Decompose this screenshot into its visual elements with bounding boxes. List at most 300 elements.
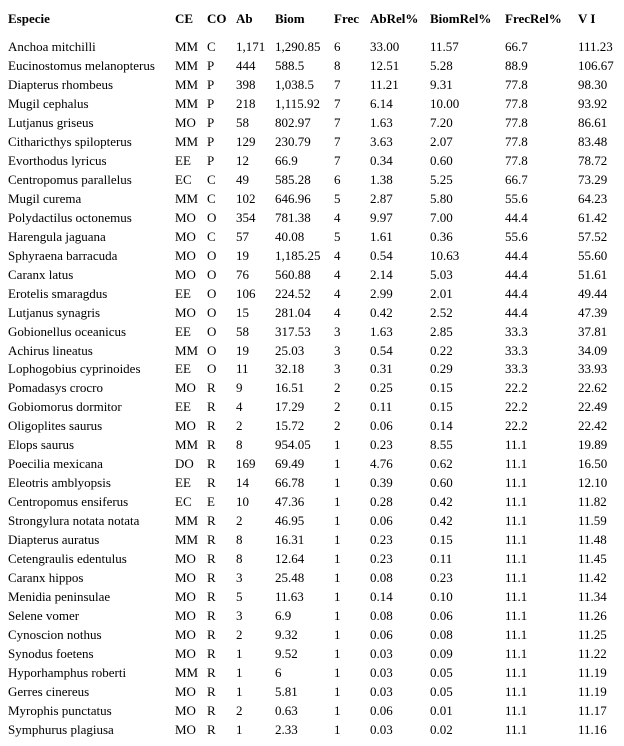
cell-abrel: 0.03 <box>370 721 393 737</box>
cell-frec: 1 <box>334 646 341 662</box>
cell-frec: 1 <box>334 456 341 472</box>
cell-ce: MO <box>175 702 196 718</box>
cell-co: R <box>207 702 216 718</box>
cell-abrel: 0.34 <box>370 152 393 168</box>
cell-co: O <box>207 342 217 358</box>
cell-frecrel: 66.7 <box>505 171 528 187</box>
cell-biomrel: 2.85 <box>430 323 453 339</box>
cell-frec: 7 <box>334 76 341 92</box>
cell-ce: EE <box>175 323 191 339</box>
cell-biom: 230.79 <box>275 133 311 149</box>
cell-especie: Evorthodus lyricus <box>8 152 107 168</box>
cell-frecrel: 22.2 <box>505 380 528 396</box>
cell-vi: 11.42 <box>578 570 607 586</box>
cell-biom: 15.72 <box>275 418 305 434</box>
cell-frec: 1 <box>334 437 341 453</box>
cell-biomrel: 0.11 <box>430 551 453 567</box>
cell-biom: 781.38 <box>275 209 311 225</box>
cell-ab: 49 <box>236 171 249 187</box>
cell-vi: 93.92 <box>578 95 608 111</box>
cell-ab: 444 <box>236 57 256 73</box>
cell-frecrel: 11.1 <box>505 646 528 662</box>
cell-biom: 17.29 <box>275 399 305 415</box>
cell-biom: 6 <box>275 665 282 680</box>
cell-frec: 1 <box>334 570 341 586</box>
cell-ce: MM <box>175 57 199 73</box>
cell-frec: 3 <box>334 342 341 358</box>
cell-ab: 76 <box>236 266 249 282</box>
cell-co: P <box>207 152 215 168</box>
table-row <box>0 530 624 549</box>
cell-ce: DO <box>175 456 194 472</box>
cell-ab: 9 <box>236 380 243 396</box>
cell-biom: 2.33 <box>275 721 298 737</box>
cell-abrel: 33.00 <box>370 39 400 54</box>
cell-biom: 9.52 <box>275 646 298 662</box>
cell-especie: Elops saurus <box>8 437 75 453</box>
cell-frecrel: 44.4 <box>505 247 528 263</box>
cell-ab: 5 <box>236 589 243 605</box>
cell-co: R <box>207 456 216 472</box>
cell-especie: Caranx latus <box>8 266 74 282</box>
cell-biomrel: 0.23 <box>430 570 453 586</box>
cell-especie: Strongylura notata notata <box>8 513 140 529</box>
cell-ab: 1 <box>236 665 243 680</box>
cell-ce: EC <box>175 494 192 510</box>
cell-biom: 585.28 <box>275 171 311 187</box>
cell-vi: 19.89 <box>578 437 608 453</box>
cell-abrel: 0.25 <box>370 380 393 396</box>
cell-ce: MO <box>175 551 196 567</box>
cell-vi: 33.93 <box>578 361 608 377</box>
cell-ce: MO <box>175 380 196 396</box>
cell-vi: 55.60 <box>578 247 608 263</box>
cell-co: R <box>207 551 216 567</box>
cell-frecrel: 11.1 <box>505 683 528 699</box>
cell-vi: 106.67 <box>578 57 614 73</box>
cell-especie: Synodus foetens <box>8 646 94 662</box>
cell-biomrel: 0.05 <box>430 683 453 699</box>
table-row <box>0 663 624 682</box>
cell-ce: MM <box>175 437 199 453</box>
cell-frecrel: 33.3 <box>505 323 528 339</box>
cell-co: P <box>207 133 215 149</box>
cell-frec: 1 <box>334 665 341 680</box>
cell-frec: 1 <box>334 608 341 624</box>
cell-co: C <box>207 228 216 244</box>
cell-vi: 22.62 <box>578 380 608 396</box>
cell-co: E <box>207 494 215 510</box>
cell-vi: 73.29 <box>578 171 608 187</box>
cell-frecrel: 11.1 <box>505 532 528 548</box>
cell-vi: 11.22 <box>578 646 607 662</box>
cell-vi: 22.49 <box>578 399 608 415</box>
cell-frec: 3 <box>334 323 341 339</box>
cell-vi: 51.61 <box>578 266 608 282</box>
cell-especie: Menidia peninsulae <box>8 589 111 605</box>
cell-ab: 3 <box>236 608 243 624</box>
cell-biom: 16.51 <box>275 380 305 396</box>
cell-abrel: 11.21 <box>370 76 399 92</box>
cell-especie: Polydactilus octonemus <box>8 209 132 225</box>
cell-vi: 11.19 <box>578 665 607 680</box>
cell-abrel: 0.31 <box>370 361 393 377</box>
cell-abrel: 0.23 <box>370 437 393 453</box>
cell-biomrel: 0.06 <box>430 608 453 624</box>
cell-frec: 1 <box>334 627 341 643</box>
cell-co: R <box>207 627 216 643</box>
cell-biom: 25.48 <box>275 570 305 586</box>
cell-especie: Eleotris amblyopsis <box>8 475 111 491</box>
cell-frecrel: 11.1 <box>505 570 528 586</box>
cell-frecrel: 11.1 <box>505 494 528 510</box>
cell-abrel: 0.14 <box>370 589 393 605</box>
cell-frecrel: 22.2 <box>505 399 528 415</box>
cell-biom: 954.05 <box>275 437 311 453</box>
cell-frecrel: 55.6 <box>505 228 528 244</box>
cell-vi: 78.72 <box>578 152 608 168</box>
cell-especie: Poecilia mexicana <box>8 456 103 472</box>
cell-co: C <box>207 171 216 187</box>
cell-co: R <box>207 513 216 529</box>
cell-co: P <box>207 76 215 92</box>
cell-abrel: 4.76 <box>370 456 393 472</box>
cell-frec: 2 <box>334 380 341 396</box>
cell-ab: 1 <box>236 646 243 662</box>
cell-abrel: 0.06 <box>370 513 393 529</box>
cell-biomrel: 0.15 <box>430 399 453 415</box>
cell-vi: 11.82 <box>578 494 607 510</box>
header-biom: Biom <box>275 11 305 26</box>
cell-vi: 11.25 <box>578 627 607 643</box>
cell-frecrel: 11.1 <box>505 702 528 718</box>
table-row <box>0 37 624 56</box>
cell-ce: MO <box>175 247 196 263</box>
cell-biom: 588.5 <box>275 57 305 73</box>
cell-vi: 11.59 <box>578 513 607 529</box>
cell-co: R <box>207 437 216 453</box>
table-row <box>0 720 624 739</box>
cell-ab: 2 <box>236 702 243 718</box>
cell-frecrel: 11.1 <box>505 627 528 643</box>
cell-biom: 47.36 <box>275 494 305 510</box>
cell-ab: 2 <box>236 513 243 529</box>
cell-frecrel: 11.1 <box>505 551 528 567</box>
cell-frec: 4 <box>334 247 341 263</box>
cell-frec: 2 <box>334 418 341 434</box>
cell-frec: 1 <box>334 589 341 605</box>
cell-vi: 83.48 <box>578 133 608 149</box>
cell-frecrel: 11.1 <box>505 456 528 472</box>
cell-especie: Sphyraena barracuda <box>8 247 118 263</box>
cell-co: R <box>207 532 216 548</box>
cell-ce: MO <box>175 683 196 699</box>
cell-ce: MM <box>175 532 199 548</box>
cell-biomrel: 5.28 <box>430 57 453 73</box>
cell-biomrel: 0.15 <box>430 380 453 396</box>
cell-biom: 317.53 <box>275 323 311 339</box>
cell-vi: 98.30 <box>578 76 608 92</box>
cell-biomrel: 2.52 <box>430 304 453 320</box>
cell-ab: 19 <box>236 247 249 263</box>
table-row <box>0 454 624 473</box>
cell-co: R <box>207 475 216 491</box>
cell-ce: MM <box>175 95 199 111</box>
cell-ce: MO <box>175 209 196 225</box>
cell-ce: EE <box>175 475 191 491</box>
cell-especie: Erotelis smaragdus <box>8 285 108 301</box>
cell-frec: 5 <box>334 190 341 206</box>
cell-biom: 802.97 <box>275 114 311 130</box>
cell-frecrel: 77.8 <box>505 133 528 149</box>
cell-co: P <box>207 57 215 73</box>
cell-ab: 1,171 <box>236 39 266 54</box>
table-row <box>0 189 624 208</box>
cell-ce: EE <box>175 399 191 415</box>
cell-frecrel: 77.8 <box>505 76 528 92</box>
table-row <box>0 341 624 360</box>
cell-biom: 6.9 <box>275 608 292 624</box>
cell-biom: 66.9 <box>275 152 298 168</box>
cell-abrel: 0.23 <box>370 532 393 548</box>
cell-ab: 57 <box>236 228 249 244</box>
cell-biom: 1,290.85 <box>275 39 321 54</box>
cell-co: R <box>207 570 216 586</box>
cell-frec: 7 <box>334 114 341 130</box>
cell-frec: 1 <box>334 721 341 737</box>
cell-especie: Diapterus rhombeus <box>8 76 114 92</box>
table-row <box>0 227 624 246</box>
cell-abrel: 1.38 <box>370 171 393 187</box>
cell-especie: Achirus lineatus <box>8 342 93 358</box>
cell-vi: 11.34 <box>578 589 607 605</box>
header-frec: Frec <box>334 11 360 26</box>
table-row <box>0 682 624 701</box>
cell-especie: Oligoplites saurus <box>8 418 103 434</box>
cell-vi: 11.26 <box>578 608 607 624</box>
cell-ce: MM <box>175 665 199 680</box>
table-row <box>0 701 624 720</box>
table-row <box>0 56 624 75</box>
cell-co: R <box>207 380 216 396</box>
cell-biom: 0.63 <box>275 702 298 718</box>
cell-especie: Diapterus auratus <box>8 532 100 548</box>
cell-biomrel: 0.14 <box>430 418 453 434</box>
table-row <box>0 208 624 227</box>
table-row <box>0 587 624 606</box>
cell-especie: Symphurus plagiusa <box>8 721 114 737</box>
table-row <box>0 284 624 303</box>
cell-especie: Cetengraulis edentulus <box>8 551 127 567</box>
cell-ce: MO <box>175 418 196 434</box>
cell-biomrel: 0.42 <box>430 513 453 529</box>
cell-ab: 8 <box>236 532 243 548</box>
header-ab: Ab <box>236 11 253 26</box>
cell-abrel: 0.03 <box>370 683 393 699</box>
table-row <box>0 265 624 284</box>
cell-co: O <box>207 285 217 301</box>
cell-frec: 1 <box>334 551 341 567</box>
cell-biom: 16.31 <box>275 532 305 548</box>
cell-frec: 6 <box>334 39 341 54</box>
cell-especie: Eucinostomus melanopterus <box>8 57 155 73</box>
cell-biomrel: 5.25 <box>430 171 453 187</box>
cell-ab: 11 <box>236 361 249 377</box>
cell-especie: Selene vomer <box>8 608 80 624</box>
cell-frecrel: 11.1 <box>505 475 528 491</box>
cell-vi: 22.42 <box>578 418 608 434</box>
cell-ab: 14 <box>236 475 249 491</box>
cell-ce: MM <box>175 513 199 529</box>
cell-biomrel: 0.09 <box>430 646 453 662</box>
cell-ce: MM <box>175 39 199 54</box>
cell-ab: 58 <box>236 323 249 339</box>
cell-biom: 32.18 <box>275 361 305 377</box>
cell-biomrel: 9.31 <box>430 76 453 92</box>
cell-frecrel: 33.3 <box>505 361 528 377</box>
cell-biomrel: 0.42 <box>430 494 453 510</box>
table-row <box>0 549 624 568</box>
cell-co: O <box>207 247 217 263</box>
table-row <box>0 416 624 435</box>
cell-ab: 398 <box>236 76 256 92</box>
cell-especie: Anchoa mitchilli <box>8 39 96 54</box>
cell-ab: 1 <box>236 683 243 699</box>
cell-abrel: 0.03 <box>370 665 393 680</box>
table-row <box>0 75 624 94</box>
cell-abrel: 0.39 <box>370 475 393 491</box>
cell-biom: 224.52 <box>275 285 311 301</box>
cell-frecrel: 11.1 <box>505 437 528 453</box>
cell-vi: 11.19 <box>578 683 607 699</box>
cell-ab: 12 <box>236 152 249 168</box>
cell-biomrel: 11.57 <box>430 39 459 54</box>
cell-ce: MM <box>175 342 199 358</box>
header-especie: Especie <box>8 11 50 26</box>
cell-abrel: 1.63 <box>370 323 393 339</box>
cell-co: C <box>207 39 216 54</box>
cell-especie: Centropomus ensiferus <box>8 494 129 510</box>
header-abrel: AbRel% <box>370 11 419 26</box>
cell-abrel: 12.51 <box>370 57 400 73</box>
cell-biom: 560.88 <box>275 266 311 282</box>
cell-frecrel: 11.1 <box>505 721 528 737</box>
cell-co: O <box>207 304 217 320</box>
cell-biom: 69.49 <box>275 456 305 472</box>
cell-vi: 16.50 <box>578 456 608 472</box>
cell-abrel: 0.54 <box>370 342 393 358</box>
cell-biomrel: 0.01 <box>430 702 453 718</box>
cell-co: P <box>207 95 215 111</box>
table-row <box>0 606 624 625</box>
cell-ce: MO <box>175 589 196 605</box>
cell-co: O <box>207 266 217 282</box>
cell-abrel: 0.54 <box>370 247 393 263</box>
cell-especie: Cynoscion nothus <box>8 627 102 643</box>
cell-ce: MM <box>175 76 199 92</box>
cell-biomrel: 5.80 <box>430 190 453 206</box>
cell-abrel: 0.28 <box>370 494 393 510</box>
cell-biom: 1,038.5 <box>275 76 314 92</box>
header-ce: CE <box>175 11 194 26</box>
table-row <box>0 644 624 663</box>
cell-abrel: 2.14 <box>370 266 393 282</box>
cell-vi: 37.81 <box>578 323 608 339</box>
cell-biomrel: 0.08 <box>430 627 453 643</box>
table-row <box>0 303 624 322</box>
cell-abrel: 0.08 <box>370 608 393 624</box>
cell-ce: MO <box>175 228 196 244</box>
cell-biomrel: 2.07 <box>430 133 453 149</box>
cell-frecrel: 33.3 <box>505 342 528 358</box>
cell-especie: Gobiomorus dormitor <box>8 399 122 415</box>
cell-especie: Myrophis punctatus <box>8 702 112 718</box>
cell-frecrel: 88.9 <box>505 57 528 73</box>
cell-abrel: 1.61 <box>370 228 393 244</box>
cell-co: R <box>207 418 216 434</box>
cell-biom: 11.63 <box>275 589 304 605</box>
cell-co: C <box>207 190 216 206</box>
cell-biom: 1,185.25 <box>275 247 321 263</box>
cell-frecrel: 11.1 <box>505 513 528 529</box>
cell-frec: 7 <box>334 95 341 111</box>
table-row <box>0 94 624 113</box>
table-row <box>0 113 624 132</box>
cell-ce: MO <box>175 721 196 737</box>
cell-ce: MO <box>175 304 196 320</box>
cell-frec: 4 <box>334 209 341 225</box>
cell-ab: 15 <box>236 304 249 320</box>
table-row <box>0 435 624 454</box>
cell-ce: MO <box>175 114 196 130</box>
cell-ab: 4 <box>236 399 243 415</box>
cell-biom: 1,115.92 <box>275 95 321 111</box>
cell-especie: Centropomus parallelus <box>8 171 132 187</box>
cell-frecrel: 77.8 <box>505 152 528 168</box>
cell-vi: 49.44 <box>578 285 608 301</box>
cell-biom: 66.78 <box>275 475 305 491</box>
cell-biomrel: 7.00 <box>430 209 453 225</box>
cell-biomrel: 0.60 <box>430 475 453 491</box>
cell-ab: 1 <box>236 721 243 737</box>
cell-frecrel: 66.7 <box>505 39 528 54</box>
cell-biomrel: 0.02 <box>430 721 453 737</box>
cell-vi: 61.42 <box>578 209 608 225</box>
cell-frec: 3 <box>334 361 341 377</box>
cell-frecrel: 55.6 <box>505 190 528 206</box>
cell-biomrel: 7.20 <box>430 114 453 130</box>
cell-frec: 1 <box>334 513 341 529</box>
cell-frec: 2 <box>334 399 341 415</box>
cell-abrel: 1.63 <box>370 114 393 130</box>
cell-biomrel: 0.62 <box>430 456 453 472</box>
cell-vi: 86.61 <box>578 114 608 130</box>
cell-biomrel: 0.10 <box>430 589 453 605</box>
cell-co: O <box>207 209 217 225</box>
cell-biom: 46.95 <box>275 513 305 529</box>
cell-frec: 4 <box>334 304 341 320</box>
cell-frec: 4 <box>334 266 341 282</box>
cell-especie: Lutjanus griseus <box>8 114 94 130</box>
cell-frec: 1 <box>334 702 341 718</box>
table-row <box>0 625 624 644</box>
cell-abrel: 0.11 <box>370 399 393 415</box>
cell-ab: 2 <box>236 418 243 434</box>
cell-frecrel: 11.1 <box>505 589 528 605</box>
table-row <box>0 132 624 151</box>
table-row <box>0 397 624 416</box>
cell-frecrel: 11.1 <box>505 608 528 624</box>
